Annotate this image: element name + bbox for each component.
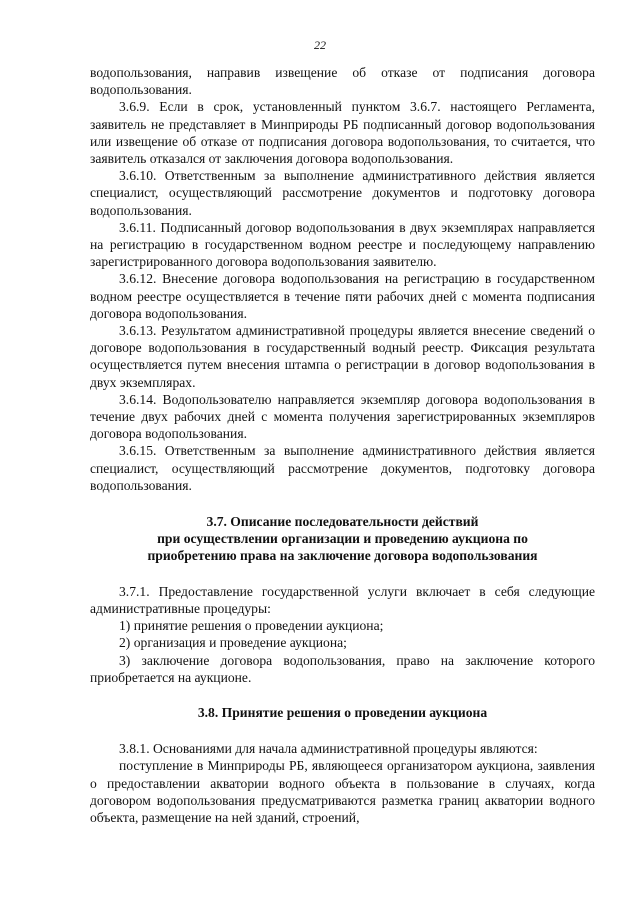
- paragraph-3-6-15: 3.6.15. Ответственным за выполнение административного действия является специалист, осуществляющий рассмотрение документов, подготовку договора водопользования.: [90, 443, 595, 493]
- paragraph-3-6-11: 3.6.11. Подписанный договор водопользования в двух экземплярах направляется на регистрацию в государственном водном реестре и последующему направлению зарегистрированного договора водопользования заявителю.: [90, 219, 595, 270]
- list-item-3: 3) заключение договора водопользования, право на заключение которого приобретается на аукционе.: [90, 652, 595, 685]
- section-heading-3-7-line2: при осуществлении организации и проведению аукциона по: [157, 531, 528, 547]
- paragraph-3-8-1: 3.8.1. Основаниями для начала административной процедуры являются:: [119, 741, 538, 757]
- paragraph-3-6-13: 3.6.13. Результатом административной процедуры является внесение сведений о договоре водопользования в государственный водный реестр. Фиксация результата осуществляется путем внесения штампа о регистрации в договор водопользования в двух экземплярах.: [90, 323, 595, 390]
- paragraph-3-6-9: 3.6.9. Если в срок, установленный пунктом 3.6.7. настоящего Регламента, заявитель не представляет в Минприроды РБ подписанный договор водопользования или извещение об отказе от подписания договора водопользования, то считается, что заявитель отказался от заключения договора водопользования.: [90, 99, 595, 167]
- page-number: 22: [314, 38, 326, 52]
- section-heading-3-7-line1: 3.7. Описание последовательности действий: [206, 514, 479, 530]
- paragraph-3-8-1-reasons: поступление в Минприроды РБ, являющееся организатором аукциона, заявления о предоставлении акватории водного объекта в пользование в случаях, когда договором водопользования предусматриваются разметка границ акватории водного объекта, размещение на ней зданий, строений,: [90, 758, 595, 825]
- paragraph-3-7-1: 3.7.1. Предоставление государственной услуги включает в себя следующие административные процедуры:: [90, 583, 595, 616]
- paragraph-continuation: водопользования, направив извещение об отказе от подписания договора водопользования.: [90, 65, 595, 98]
- section-heading-3-7-line3: приобретению права на заключение договора водопользования: [147, 548, 538, 564]
- section-heading-3-8: 3.8. Принятие решения о проведении аукциона: [197, 704, 488, 720]
- document-body: [90, 64, 595, 826]
- list-item-2: 2) организация и проведение аукциона;: [119, 635, 347, 651]
- paragraph-3-6-10: 3.6.10. Ответственным за выполнение административного действия является специалист, осуществляющий рассмотрение документов и подготовку договора водопользования.: [90, 168, 595, 218]
- list-item-1: 1) принятие решения о проведении аукциона;: [119, 618, 384, 634]
- paragraph-3-6-14: 3.6.14. Водопользователю направляется экземпляр договора водопользования в течение двух рабочих дней с момента получения зарегистрированных экземпляров договора водопользования.: [90, 391, 595, 442]
- section-heading-3-7: [90, 513, 595, 565]
- paragraph-3-6-12: 3.6.12. Внесение договора водопользования на регистрацию в государственном водном реестре осуществляется в течение пяти рабочих дней с момента подписания договора водопользования.: [90, 271, 595, 321]
